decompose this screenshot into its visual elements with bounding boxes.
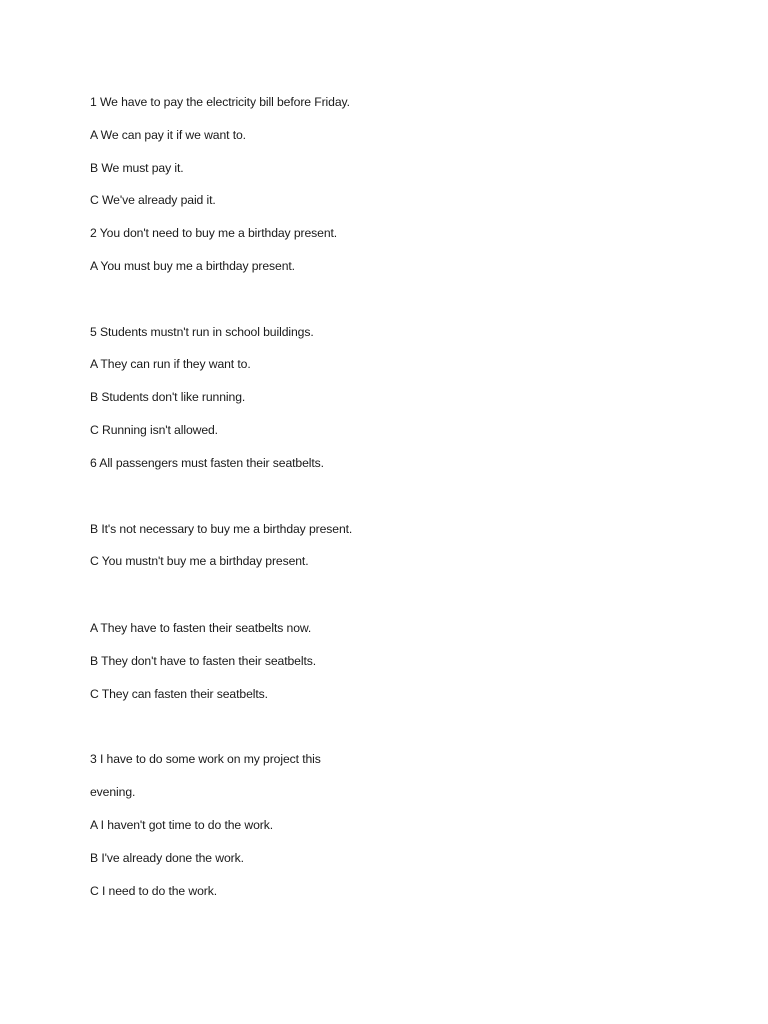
question-5-option-b: B Students don't like running. bbox=[90, 390, 246, 404]
question-3-option-b: B I've already done the work. bbox=[90, 851, 244, 865]
question-6-option-b: B They don't have to fasten their seatbelts. bbox=[90, 654, 317, 668]
question-1-text: 1 We have to pay the electricity bill before Friday. bbox=[90, 95, 350, 109]
question-2-option-b: B It's not necessary to buy me a birthday present. bbox=[90, 522, 353, 536]
question-1-option-b: B We must pay it. bbox=[90, 161, 184, 175]
question-6-option-c: C They can fasten their seatbelts. bbox=[90, 687, 268, 701]
question-3-option-a: A I haven't got time to do the work. bbox=[90, 818, 273, 832]
question-5-option-c: C Running isn't allowed. bbox=[90, 423, 218, 437]
question-6-text: 6 All passengers must fasten their seatbelts. bbox=[90, 456, 324, 470]
question-5-text: 5 Students mustn't run in school buildings. bbox=[90, 325, 314, 339]
question-3-text: 3 I have to do some work on my project this bbox=[90, 752, 321, 766]
question-3-option-c: C I need to do the work. bbox=[90, 884, 217, 898]
question-5-option-a: A They can run if they want to. bbox=[90, 357, 251, 371]
question-2-option-c: C You mustn't buy me a birthday present. bbox=[90, 554, 309, 568]
question-2-text: 2 You don't need to buy me a birthday present. bbox=[90, 226, 338, 240]
question-3-text-continued: evening. bbox=[90, 785, 136, 799]
question-1-option-c: C We've already paid it. bbox=[90, 193, 216, 207]
question-6-option-a: A They have to fasten their seatbelts now. bbox=[90, 621, 312, 635]
question-2-option-a: A You must buy me a birthday present. bbox=[90, 259, 295, 273]
question-1-option-a: A We can pay it if we want to. bbox=[90, 128, 246, 142]
